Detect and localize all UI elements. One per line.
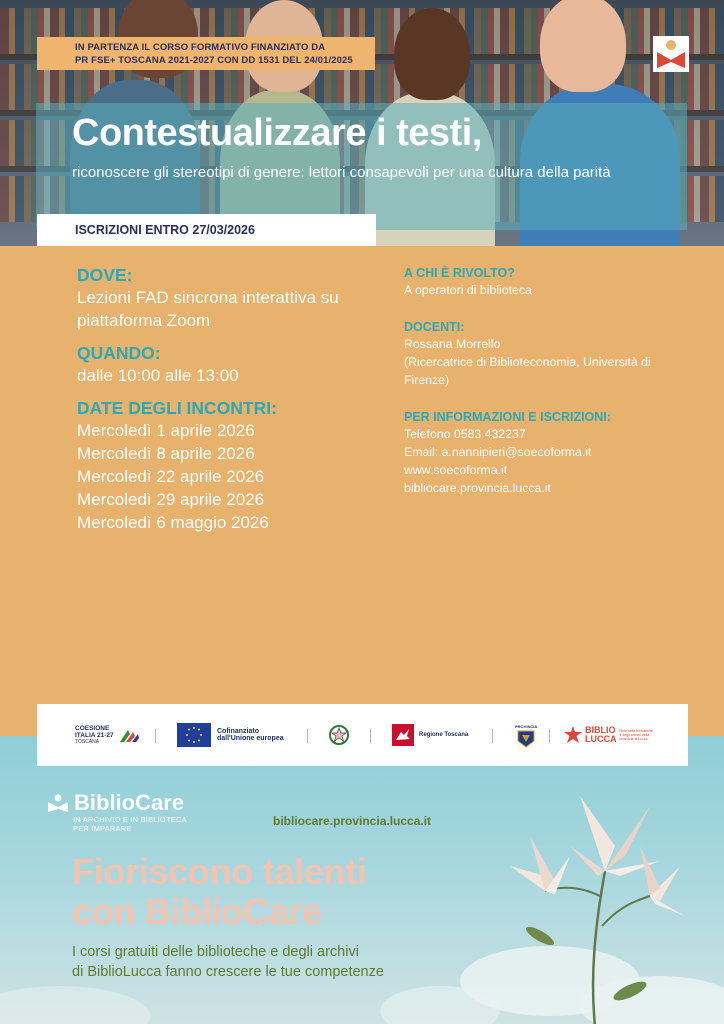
bibliolucca-star-icon (564, 726, 582, 744)
coesione-logo: COESIONE ITALIA 21-27 TOSCANA (75, 704, 140, 766)
dates-heading: DATE DEGLI INCONTRI: (77, 398, 277, 418)
where-text: Lezioni FAD sincrona interattiva su piattaforma Zoom (77, 288, 339, 330)
where-heading: DOVE: (77, 265, 133, 285)
contacts-heading: PER INFORMAZIONI E ISCRIZIONI: (404, 410, 611, 424)
italian-emblem-icon (329, 724, 349, 746)
student-4-face (540, 0, 626, 92)
italian-republic-emblem (329, 704, 349, 766)
course-title: Contestualizzare i testi, (72, 112, 482, 154)
contact-website: bibliocare.provincia.lucca.it (404, 481, 551, 495)
funding-logos-strip (37, 704, 688, 766)
date-item: Mercoledì 8 aprile 2026 (77, 444, 255, 463)
hero-photo (0, 0, 724, 246)
bibliocare-tagline: IN ARCHIVIO E IN BIBLIOTECA PER IMPARARE (73, 815, 187, 833)
slogan-subtext: I corsi gratuiti delle biblioteche e degli archivi di BiblioLucca fanno crescere le tue competenze (72, 944, 384, 980)
flower-illustration-icon (500, 776, 690, 1024)
eu-flag-icon (177, 723, 211, 747)
provincia-crest-icon (516, 730, 536, 748)
teachers-heading: DOCENTI: (404, 320, 465, 334)
bibliocare-brand: BiblioCare (47, 790, 184, 816)
teacher-role: (Ricercatrice di Biblioteconomia, Università di Firenze) (404, 355, 651, 387)
bibliocare-url: bibliocare.provincia.lucca.it (273, 814, 432, 828)
contact-phone: Telefono 0583 432237 (404, 427, 526, 441)
coesione-arrows-icon (118, 726, 140, 744)
audience-heading: A CHI È RIVOLTO? (404, 266, 515, 280)
pegasus-icon (392, 724, 414, 746)
info-left-column (77, 264, 367, 544)
funding-line-1: IN PARTENZA IL CORSO FORMATIVO FINANZIATO DA (75, 42, 326, 53)
teacher-name: Rossana Morrello (404, 337, 501, 351)
date-item: Mercoledì 29 aprile 2026 (77, 490, 265, 509)
funding-line-2: PR FSE+ TOSCANA 2021-2027 CON DD 1531 DEL 24/01/2025 (75, 55, 353, 66)
eu-cofunding-logo: Cofinanziato dall'Unione europea (177, 704, 284, 766)
audience-text: A operatori di biblioteca (404, 283, 532, 297)
date-item: Mercoledì 22 aprile 2026 (77, 467, 265, 486)
course-subtitle: riconoscere gli stereotipi di genere: lettori consapevoli per una cultura della parità (72, 164, 611, 181)
bibliocare-logo-icon (47, 794, 69, 812)
when-text: dalle 10:00 alle 13:00 (77, 366, 239, 385)
student-3-face (394, 8, 470, 100)
bibliolucca-logo: BIBLIO LUCCA Rete delle biblioteche e degli archivi della provincia di Lucca (564, 704, 654, 766)
provincia-lucca-logo: PROVINCIA (515, 704, 537, 766)
soecoforma-logo-icon (653, 36, 689, 72)
contact-website: www.soecoforma.it (404, 463, 508, 477)
when-heading: QUANDO: (77, 343, 161, 363)
date-item: Mercoledì 6 maggio 2026 (77, 513, 269, 532)
date-item: Mercoledì 1 aprile 2026 (77, 421, 255, 440)
regione-toscana-logo: Regione Toscana (392, 704, 468, 766)
contact-email: Email: a.nannipieri@soecoforma.it (404, 445, 592, 459)
registration-deadline: ISCRIZIONI ENTRO 27/03/2026 (37, 214, 376, 246)
info-right-column (404, 265, 694, 517)
funding-tag (37, 37, 375, 70)
slogan-heading: Fioriscono talenti con BiblioCare (72, 851, 367, 932)
